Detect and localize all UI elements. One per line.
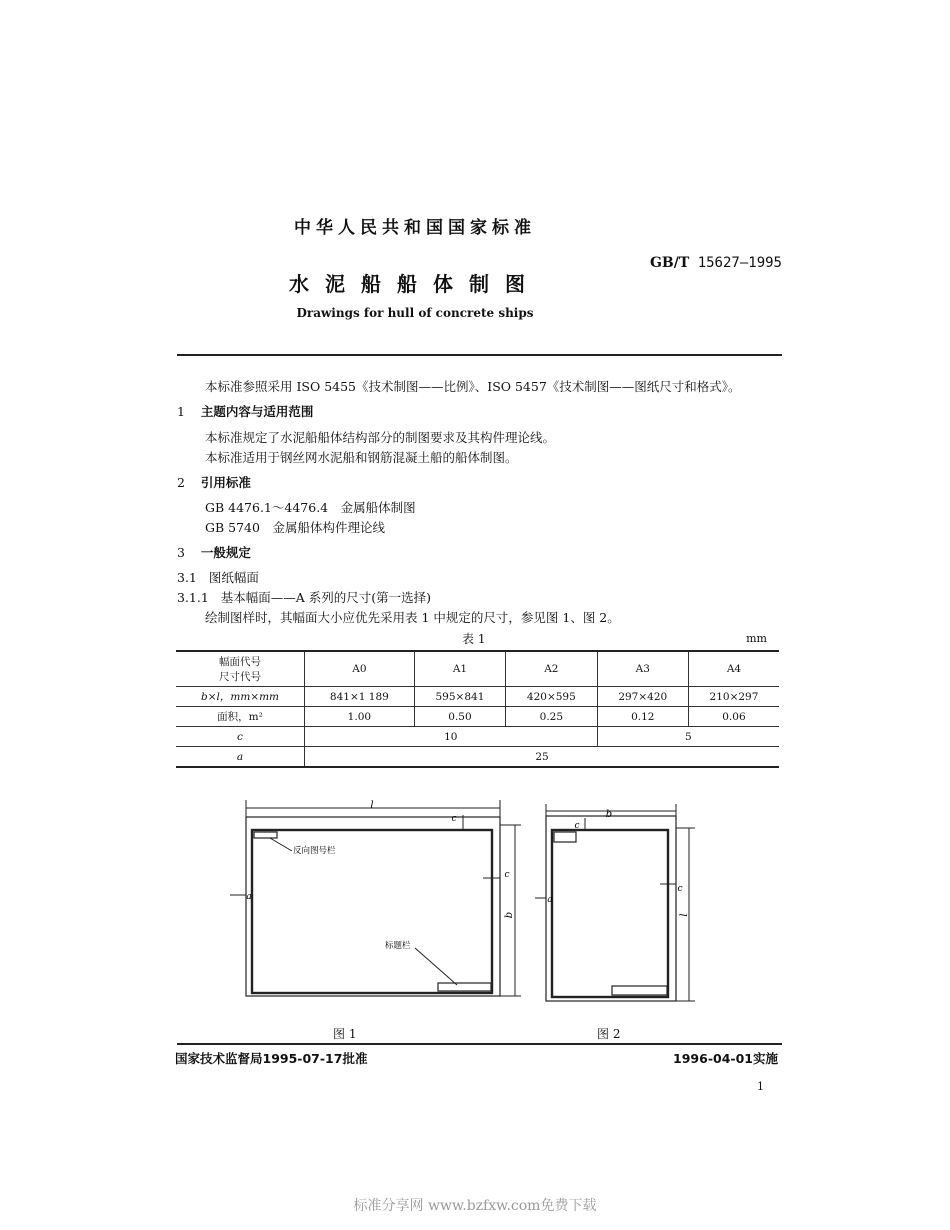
section-title: 一般规定 xyxy=(200,545,251,560)
title-chinese: 水泥船船体制图 xyxy=(289,272,541,296)
table-cell: 210×297 xyxy=(688,687,779,707)
subsection-number: 3.1 xyxy=(177,570,197,585)
subsection-3-1 xyxy=(177,568,259,586)
table-cell: 595×841 xyxy=(414,687,505,707)
row-label: b×l，mm×mm xyxy=(176,687,305,707)
table-cell: 10 xyxy=(305,727,598,747)
dimension-label-b: b xyxy=(605,809,613,820)
section-1-heading xyxy=(177,402,313,420)
header-dimension-code: 尺寸代号 xyxy=(219,671,261,683)
subsection-3-1-1 xyxy=(177,588,431,606)
table-cell: 0.12 xyxy=(597,707,688,727)
dimension-label-c-side: c xyxy=(677,884,683,894)
section-3-heading xyxy=(177,543,251,561)
table-cell: 841×1 189 xyxy=(305,687,415,707)
watermark: 标准分享网 www.bzfxw.com免费下载 xyxy=(353,1198,597,1214)
implementation-date: 1996-04-01实施 xyxy=(673,1051,778,1066)
table-cell: 0.25 xyxy=(506,707,597,727)
dimension-label-l: l xyxy=(370,800,374,811)
section-1-paragraph: 本标准规定了水泥船船体结构部分的制图要求及其构件理论线。 xyxy=(205,430,556,445)
column-header: A0 xyxy=(305,651,415,687)
table-cell: 25 xyxy=(305,747,780,768)
figure-2-caption: 图 2 xyxy=(597,1027,621,1041)
table-row xyxy=(176,687,779,707)
table-corner-header xyxy=(176,651,305,687)
table-caption: 表 1 xyxy=(462,632,486,646)
section-number: 1 xyxy=(177,404,185,419)
table-cell: 297×420 xyxy=(597,687,688,707)
intro-paragraph: 本标准参照采用 ISO 5455《技术制图——比例》、ISO 5457《技术制图——图纸尺寸和格式》。 xyxy=(205,379,741,394)
dimension-label-l: l xyxy=(679,913,690,917)
table-cell: 1.00 xyxy=(305,707,415,727)
figure-2-drawing xyxy=(535,800,705,1010)
dimension-label-b: b xyxy=(504,911,515,919)
header-size-code: 幅面代号 xyxy=(219,656,261,668)
table-row xyxy=(176,747,779,768)
subsection-title: 图纸幅面 xyxy=(208,570,259,585)
table-cell: 0.50 xyxy=(414,707,505,727)
column-header: A2 xyxy=(506,651,597,687)
paper-size-table xyxy=(176,650,779,768)
table-cell: 0.06 xyxy=(688,707,779,727)
row-label: c xyxy=(176,727,305,747)
section-2-heading xyxy=(177,473,251,491)
row-label: 面积，m² xyxy=(176,707,305,727)
section-title: 主题内容与适用范围 xyxy=(200,404,314,419)
subsection-number: 3.1.1 xyxy=(177,590,209,605)
section-1-paragraph: 本标准适用于钢丝网水泥船和钢筋混凝土船的船体制图。 xyxy=(205,450,518,465)
table-header-row xyxy=(176,651,779,687)
column-header: A3 xyxy=(597,651,688,687)
subsection-3-1-1-paragraph: 绘制图样时，其幅面大小应优先采用表 1 中规定的尺寸，参见图 1、图 2。 xyxy=(205,610,620,625)
section-title: 引用标准 xyxy=(200,475,251,490)
table-row xyxy=(176,727,779,747)
table-cell: 420×595 xyxy=(506,687,597,707)
reference-standard: GB 4476.1～4476.4 金属船体制图 xyxy=(205,500,416,515)
reference-standard: GB 5740 金属船体构件理论线 xyxy=(205,520,385,535)
column-header: A1 xyxy=(414,651,505,687)
table-cell: 5 xyxy=(597,727,779,747)
column-header: A4 xyxy=(688,651,779,687)
footer-rule xyxy=(177,1043,782,1045)
dimension-label-a: a xyxy=(246,892,252,902)
row-label: a xyxy=(176,747,305,768)
dimension-label-c-side: c xyxy=(504,870,510,880)
figure-1-drawing xyxy=(225,795,525,1010)
standard-number-value: 15627—1995 xyxy=(697,255,782,271)
dimension-label-a: a xyxy=(547,895,553,905)
national-standard-heading: 中华人民共和国国家标准 xyxy=(294,218,536,238)
approval-date: 国家技术监督局1995-07-17批准 xyxy=(175,1051,368,1066)
title-block-label: 标题栏 xyxy=(385,941,411,951)
standard-number-prefix: GB/T xyxy=(649,255,690,271)
figure-1-caption: 图 1 xyxy=(333,1027,357,1041)
dimension-label-c: c xyxy=(451,814,457,824)
header-rule xyxy=(177,354,782,356)
subsection-title: 基本幅面——A 系列的尺寸(第一选择) xyxy=(220,590,431,605)
section-number: 3 xyxy=(177,545,185,560)
dimension-label-c: c xyxy=(574,821,580,831)
table-unit: mm xyxy=(746,632,767,645)
table-row xyxy=(176,707,779,727)
section-number: 2 xyxy=(177,475,185,490)
reverse-drawing-number-box-label: 反向图号栏 xyxy=(293,846,336,856)
page-number: 1 xyxy=(757,1080,764,1093)
title-english: Drawings for hull of concrete ships xyxy=(296,306,534,320)
